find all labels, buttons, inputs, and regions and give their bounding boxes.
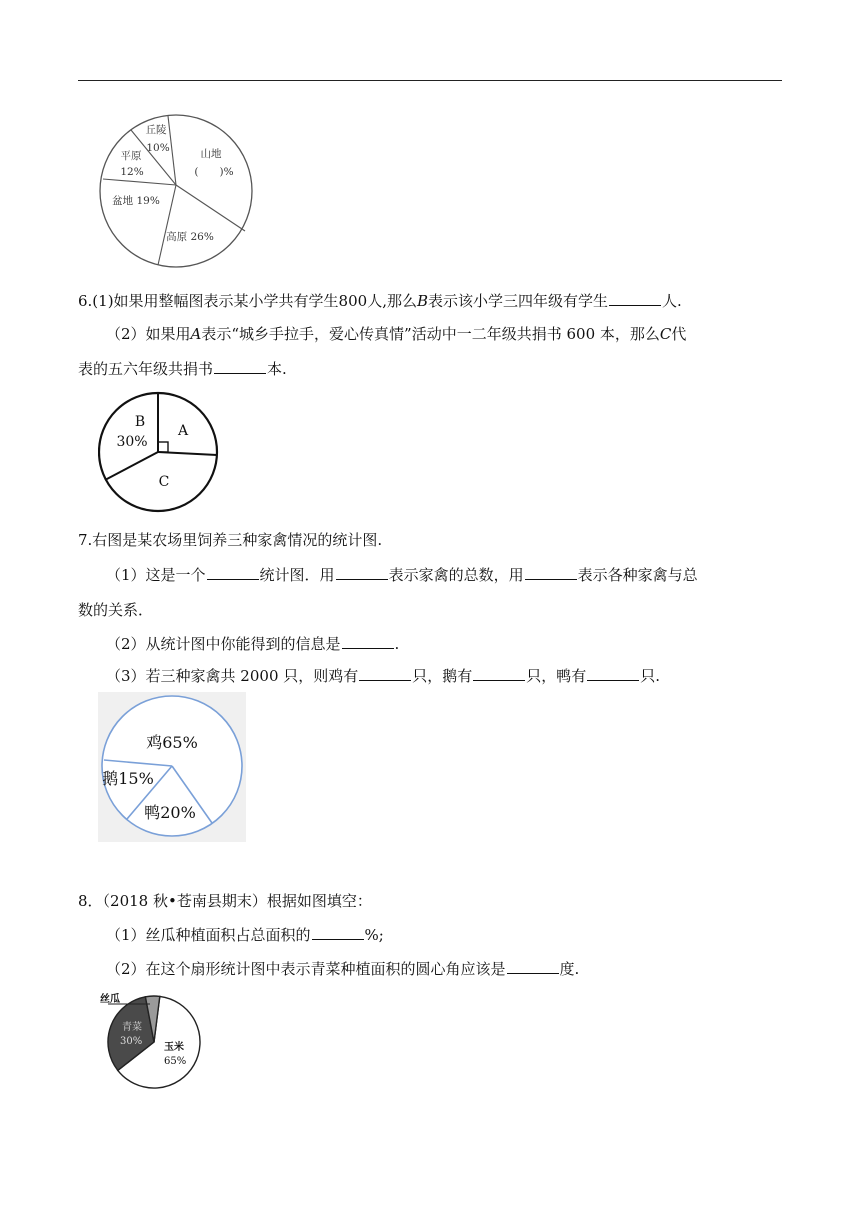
- q7-text-5d: 只.: [640, 667, 661, 685]
- q8-line1: 8．（2018 秋•苍南县期末）根据如图填空：: [78, 892, 372, 910]
- q6-text-3b: 本.: [267, 360, 287, 378]
- q7-blank-4[interactable]: [342, 634, 394, 649]
- terrain-pie-chart: [98, 113, 258, 273]
- pie-qingcai-label: 青菜: [122, 1022, 142, 1033]
- q6-var-a: A: [190, 325, 202, 343]
- q6-blank-2[interactable]: [214, 359, 266, 374]
- pendi-label: 盆地 19%: [112, 195, 160, 207]
- q6-text-1d: 人.: [662, 292, 682, 310]
- qiuling-label: 丘陵: [145, 124, 167, 136]
- q8-blank-2[interactable]: [507, 959, 559, 974]
- q7-text-2a: （1）这是一个: [106, 566, 206, 584]
- q7-blank-3[interactable]: [525, 565, 577, 580]
- qiuling-pct: 10%: [146, 142, 170, 154]
- q7-blank-5[interactable]: [359, 666, 411, 681]
- q7-text-4b: .: [394, 635, 400, 653]
- q7-blank-2[interactable]: [336, 565, 388, 580]
- q7-text-5a: （3）若三种家禽共 2000 只，则鸡有: [106, 667, 359, 685]
- pie-c-label: C: [158, 474, 170, 490]
- pie-a-label: A: [177, 423, 189, 439]
- shandi-pct: ( )%: [194, 166, 234, 178]
- q8-text-2a: （1）丝瓜种植面积占总面积的: [106, 926, 311, 944]
- pie-yumi-pct: 65%: [164, 1056, 187, 1067]
- q7-text-4a: （2）从统计图中你能得到的信息是: [106, 635, 341, 653]
- q7-blank-1[interactable]: [207, 565, 259, 580]
- q6-text-2a: （2）如果用: [106, 325, 191, 343]
- q6-var-b: B: [416, 292, 428, 310]
- q7-blank-7[interactable]: [587, 666, 639, 681]
- q7-line1: 7.右图是某农场里饲养三种家禽情况的统计图.: [78, 531, 383, 549]
- q8-line2: [106, 925, 384, 945]
- q6-line3: [78, 359, 287, 379]
- q8-text-3a: （2）在这个扇形统计图中表示青菜种植面积的圆心角应该是: [106, 960, 506, 978]
- q7-text-2b: 统计图．用: [259, 566, 335, 584]
- q7-text-5c: 只，鸭有: [526, 667, 587, 685]
- shandi-label: 山地: [200, 148, 222, 160]
- q7-blank-6[interactable]: [473, 666, 525, 681]
- pie-ya-label: 鸭20%: [144, 803, 196, 822]
- q6-text-1a: 6.(1)如果用整幅图表示某小学共有学生800人,那么: [78, 292, 417, 310]
- q8-line3: [106, 959, 579, 979]
- poultry-pie-chart: [98, 692, 246, 842]
- q7-line4: [106, 634, 399, 654]
- q7-line3: 数的关系．: [78, 601, 154, 619]
- q8-blank-1[interactable]: [312, 925, 364, 940]
- q6-line2: [106, 324, 686, 344]
- q8-text-3b: 度.: [559, 960, 580, 978]
- q6-blank-1[interactable]: [609, 291, 661, 306]
- q7-line5: [106, 666, 660, 686]
- pie-e-label: 鹅15%: [102, 769, 154, 788]
- q7-line2: [106, 565, 698, 585]
- q7-text-2c: 表示家禽的总数，用: [388, 566, 524, 584]
- pie-ji-label: 鸡65%: [146, 733, 198, 752]
- pingyuan-pct: 12%: [120, 166, 144, 178]
- q6-var-c: C: [659, 325, 672, 343]
- header-rule: [78, 80, 782, 81]
- pie-yumi-label: 玉米: [164, 1042, 184, 1053]
- pie-b-label: B: [134, 414, 146, 430]
- pie-sigua-label: 丝瓜: [100, 994, 120, 1005]
- q8-text-2b: %;: [364, 926, 384, 944]
- q6-text-3a: 表的五六年级共捐书: [78, 360, 214, 378]
- abc-pie-chart: [98, 390, 222, 514]
- pie-b-pct: 30%: [116, 434, 148, 450]
- pingyuan-label: 平原: [120, 150, 142, 162]
- vegetable-pie-chart: [98, 990, 210, 1090]
- pie-qingcai-pct: 30%: [120, 1036, 143, 1047]
- q7-text-2d: 表示各种家禽与总: [577, 566, 698, 584]
- q7-text-5b: 只，鹅有: [412, 667, 473, 685]
- gaoyuan-label: 高原 26%: [166, 231, 214, 243]
- q6-text-2e: 代: [671, 325, 687, 343]
- q6-line1: [78, 291, 682, 311]
- q6-text-1c: 表示该小学三四年级有学生: [428, 292, 609, 310]
- q6-text-2c: 表示“城乡手拉手，爱心传真情”活动中一二年级共捐书 600 本，那么: [201, 325, 660, 343]
